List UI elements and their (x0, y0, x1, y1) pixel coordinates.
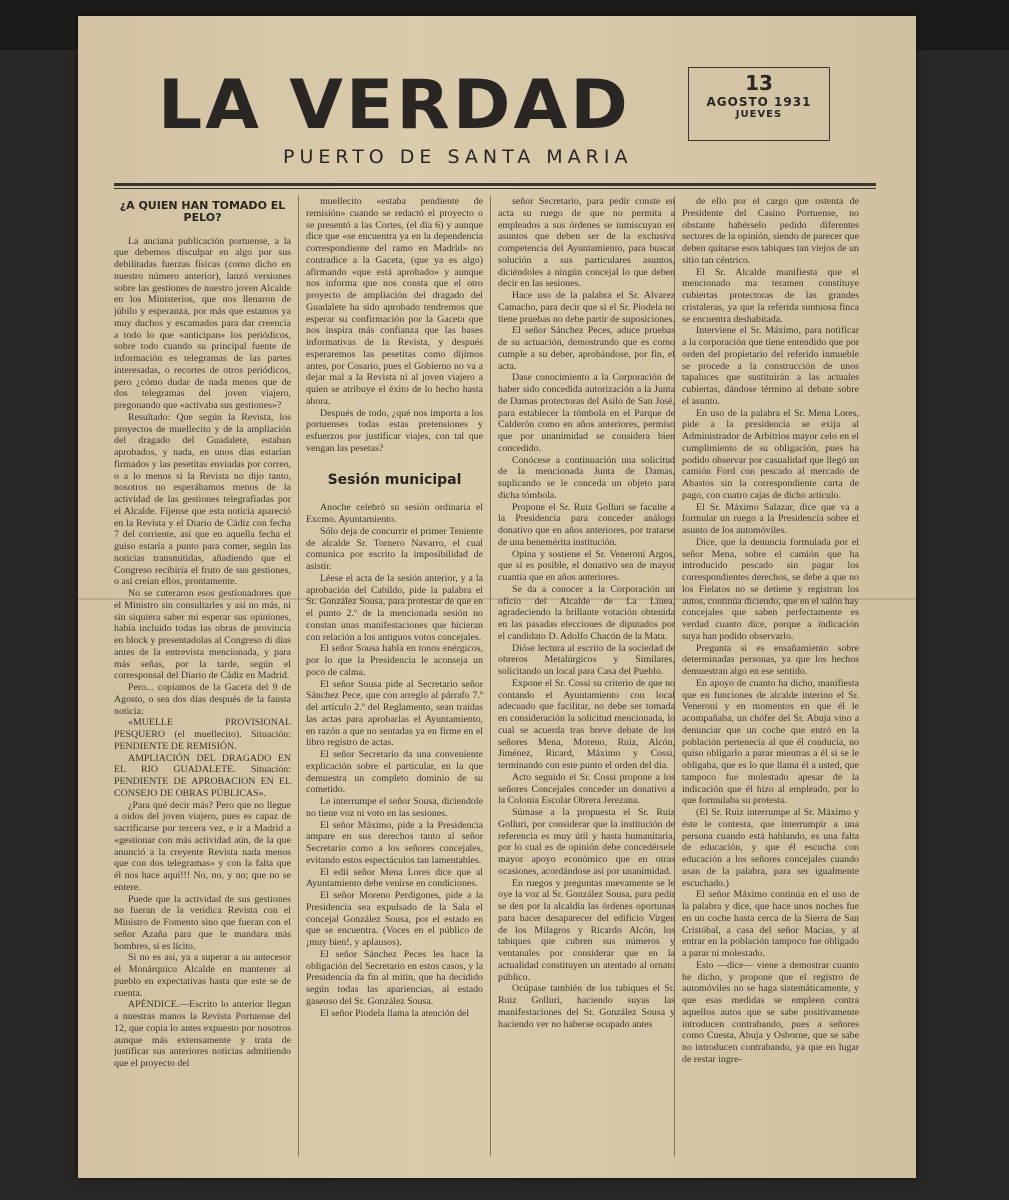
column-2-body-top (306, 196, 483, 455)
paragraph: Dice, que la denuncia formulada por el señor Mena, sobre el camión que ha introducido pescado sin pagar los correspondientes derechos, se debe a que no los Fielatos no se detiene y registran los autos, continúa diciendo, que en el salón hay concejales que saben perfectamente es verdad cuanto dice, porque a indicación suya han podido observarlo. (682, 536, 859, 642)
paragraph: En uso de la palabra el Sr. Mena Lores, pide a la presidencia se exija al Administrador de Arbitrios mayor celo en el cumplimiento de su obligación, pues ha podido observar por casualidad que llegó un camión Ford con pescado al mercado de Abastos sin la correspondiente carta de pago, con cuatro cajas de dicho artículo. (682, 407, 859, 501)
column-2 (306, 196, 483, 1156)
paragraph: En apoyo de cuanto ha dicho, manifiesta que en funciones de alcalde interino el Sr. Veneroni y en momentos en que él le acompañaba, un chófer del Sr. Abuja vino a denunciar que un coche que entró en la población pertenecía al que él conducía, no quiso obligarlo a parar mientras a él si se le obligaba, que es lo que llama él a usted, que tampoco fue molestado apesar de la indicación que él hizo al empleado, por lo que formulaba su protesta. (682, 677, 859, 807)
paragraph: La anciana publicación portuense, a la que debemos disculpar en algo por sus debilitadas fuerzas físicas (como dicho en nuestro número anterior), lanzó versiones sobre las gestiones de nuestro joven Alcalde en los Ministerios, que nos llenaron de júbilo y esperanza, por más que estamos ya muy duchos y escamados para dar creencia a todo lo que «anticipan» los periódicos, sobre todo cuando su principal fuente de información es telegramas de las partes interesadas, o recortes de otros periódicos, pero ¿cómo dudar de nada menos que de dos telegramas del joven viajero, pregonando que «activaba sus gestiones»? (114, 235, 291, 411)
paragraph: Esto —dice— viene a demostrar cuanto he dicho, y propone que el registro de automóviles no se haga sistemáticamente, y que esas medidas se empleen contra aquellos autos que se sabe positivamente introducen contrabando, pues a señores como Cuesta, Abuja y Osborne, que se sabe no introducen contrabando, ya que en lugar de restar ingre- (682, 959, 859, 1065)
paragraph: Sólo deja de concurrir el primer Teniente de alcalde Sr. Tornero Navarro, el cual comunica por escrito la imposibilidad de asistir. (306, 525, 483, 572)
header-rule-thin (114, 188, 876, 189)
column-3 (498, 196, 675, 1156)
paragraph: Se da a conocer a la Corporación un oficio del Alcalde de La Línea, agradeciendo la brillante votación obtenida en las pasadas elecciones de diputados por el candidato D. Adolfo Chacón de la Mata. (498, 583, 675, 642)
paragraph: Dióse lectura al escrito de la sociedad de obreros Metalúrgicos y Similares, solicitando un local para Casa del Pueblo. (498, 642, 675, 677)
paragraph: (El Sr. Ruiz interrumpe al Sr. Máximo y éste le contesta, que interrumpir a una persona cuando está hablando, es una falta de educación, y que él escucha con educación a los señores concejales cuando usan de la palabra, para ser igualmente escuchado.) (682, 807, 859, 889)
masthead-subtitle: PUERTO DE SANTA MARIA (283, 146, 633, 168)
paragraph: Le interrumpe el señor Sousa, diciendole no tiene voz ni voto en las sesiones. (306, 796, 483, 819)
column-4-body (682, 196, 859, 1066)
paragraph: de ello por el cargo que ostenta de Presidente del Casino Portuense, no obstante habérselo pedido diferentes sectores de la opinión, siendo de parecer que deben quitarse esos tabiques tan viejos de un sitio tan céntrico. (682, 196, 859, 266)
paragraph: Puede que la actividad de sus gestiones no fueran de la verídica Revista con el Ministro de Fomento sino que fueran con el señor Azaña para que le mandara más hombres, si es lícito. (114, 893, 291, 952)
date-weekday: JUEVES (735, 109, 783, 120)
paragraph: El señor Moreno Perdigones, pide a la Presidencia sea expulsado de la Sala el concejal González Sousa, por el estado en que se encuentra. (Voces en el público de ¡muy bien!, y aplausos). (306, 890, 483, 948)
paragraph: Si no es así, ya a superar a su antecesor el Monárquico Alcalde en mantener al pueblo en expectativas hasta que este se de cuenta. (114, 952, 291, 999)
paragraph: El señor Máximo continúa en el uso de la palabra y dice, que hace unos noches fue en un coche hasta cerca de la Sierra de San Cristóbal, a casa del señor Macías, y al entrar en la población tampoco fue obligado a parar ni molestado. (682, 889, 859, 959)
column-2-body-bottom (306, 502, 483, 1019)
paragraph: El señor Secretario da una conveniente explicación sobre el particular, en la que demuestra un completo dominio de su cometido. (306, 749, 483, 796)
column-3-body (498, 196, 675, 1030)
column-4 (682, 196, 859, 1156)
date-box (688, 67, 830, 141)
paragraph: Anoche celebró su sesión ordinaria el Excmo. Ayuntamiento. (306, 502, 483, 525)
column-divider (490, 196, 491, 1156)
paragraph: Expone el Sr. Cossi su criterio de que no contando el Ayuntamiento con local adecuado que facilitar, no debe ser tomada en consideración la solicitud mencionada, lo cual se acuerda tras breve debate de los señores Mena, Moreno, Ruiz, Alcón, Jiménez, Ricard, Máximo y Cossi, terminando con este punto el orden del día. (498, 677, 675, 771)
column-1 (114, 196, 291, 1156)
paragraph: Ocúpase también de los tabiques el Sr. Ruiz Golluri, haciendo suyas las manifestaciones del Sr. González Sousa y haciendo ver no haberse ocupado antes (498, 983, 675, 1030)
date-month-year: AGOSTO 1931 (706, 95, 812, 109)
paragraph: Propone el Sr. Ruiz Golluri se faculte a la Presidencia para conceder análogo donativo que en años anteriores, por tratarse de una benemérita institución. (498, 501, 675, 548)
paragraph: Opina y sostiene el Sr. Veneroni Argos, que si es posible, el donativo sea de mayor cuantía que en años anteriores. (498, 548, 675, 583)
paragraph: «MUELLE PROVISIONAL PESQUERO (el muellecito). Situación: PENDIENTE DE REMISIÓN. (114, 717, 291, 752)
column-divider (298, 196, 299, 1156)
newspaper-page (78, 16, 916, 1178)
paragraph: APÉNDICE.—Escrito lo anterior llegan a nuestras manos la Revista Portuense del 12, que copia lo antes expuesto por nosotros aunque más extensamente y trata de justificar sus anteriores noticias admitiendo que el proyecto del (114, 999, 291, 1069)
paragraph: señor Secretario, para pedir conste en acta su ruego de que no permita a empleados a sus órdenes se inmiscuyan en asuntos que deben ser de la exclusiva competencia del Ayuntamiento, para buscar solución a sus particulares asuntos, diciéndoles a ningún concejal lo que deben decir en las sesiones. (498, 196, 675, 290)
column-1-body (114, 236, 291, 1070)
paragraph: muellecito «estaba pendiente de remisión» cuando se redactó el proyecto o se presentó a las Cortes, (el día 6) y aunque dice que «se encuentra ya en la dependencia correspondiente del ramo en Madrid» no contradice a la Gaceta, (que ya es algo) afirmando «que está aprobado» y aunque nos informa que nos consta que el otro proyecto de ampliación del dragado del Guadalete ha sido aprobado tendremos que esperar su confirmación por la Gaceta que nos inspira más confianza que las bases informativas de la Revista, y después esperaremos las pesetitas como dijimos antes, por Cosario, pues el Gobierno no va a dejar mal a la Revista ni al joven viajero a quien se atribuye el éxito de lo hecho hasta ahora. (306, 196, 483, 407)
paragraph: El Sr. Alcalde manifiesta que el mencionado ma teramen constituye cubiertas protectoras de las grandes cristaleras, ya que la referida suntuosa finca se encuentra deshabitada. (682, 266, 859, 325)
paragraph: En ruegos y preguntas nuevamente se le oye la voz al Sr. González Sousa, para pedir se den por la alcaldía las órdenes oportunas para hacer desaparecer del edificio Virgen de los Milagros y Ricardo Alcón, los tabiques que cubren sus números y ventanales por considerar que en la actualidad constituyen un atentado al ornato público. (498, 877, 675, 983)
paragraph: El Sr. Máximo Salazar, dice que va a formular un ruego a la Presidencia sobre el asunto de los automóviles. (682, 501, 859, 536)
header-rule-thick (114, 183, 876, 186)
paragraph: El señor Sousa pide al Secretario señor Sánchez Pece, que con arreglo al párrafo 7.º del artículo 2.º del Reglamento, sean traídas las actas para aprobarlas el Ayuntamiento, en razón a que no sentadas ya en firme en el libro registro de actas. (306, 678, 483, 749)
paragraph: Pregunta si es ensañamiento sobre determinadas personas, ya que los hechos demuestran algo en ese sentido. (682, 642, 859, 677)
paragraph: Después de todo, ¿qué nos importa a los portuenses todas estas pretensiones y esfuerzos por justificar viajes, con tal que vengan las pesetas? (306, 407, 483, 454)
paragraph: Hace uso de la palabra el Sr. Alvarez Camacho, para decir que si el Sr. Piodela no tiene pruebas no debe partir de suposiciones. (498, 290, 675, 325)
paragraph: Súmase a la propuesta el Sr. Ruiz Golluri, por considerar que la institución de referencia es muy útil y hasta humanitaria, por lo cual es de opinión debe concedérsele mayor apoyo económico que en otras ocasiones, acordándose así por unanimidad. (498, 807, 675, 877)
paragraph: Dase conocimiento a la Corporación de haber sido concedida autorización a la Junta de Damas protectoras del Asilo de San José, para establecer la tómbola en el Parque de Calderón como en años anteriores, permiso que por unanimidad se considera bien concedido. (498, 372, 675, 454)
section-heading: Sesión municipal (327, 471, 462, 488)
paragraph: El señor Máximo, pide a la Presidencia ampare en sus derechos tanto al señor Secretario como a los señores concejales, evitando estos espectáculos tan lamentables. (306, 819, 483, 866)
paragraph: Conócese a continuación una solicitud de la mencionada Junta de Damas, suplicando se le conceda un objeto para dicha tómbola. (498, 454, 675, 501)
masthead-title: LA VERDAD (158, 66, 631, 145)
paragraph: El señor Sousa habla en tonos enérgicos, por lo que la Presidencia le aconseja un poco de calma. (306, 643, 483, 678)
paragraph: No se cuteraron esos gestionadores que el Ministro sin consultarles y así no más, ni sin siquiera saber mi esperar sus opiniones, había incluido todas las obras de provincia en block y presentadolas al Congreso di días antes de la entrevista mencionada, y para más señas, por la tarde, según el corresponsal del Diario de Cádiz en Madrid. (114, 588, 291, 682)
paragraph: El señor Sánchez Peces les hace la obligación del Secretario en estos casos, y la Presidencia da fin al mitin, que ha decidido según todas las apariencias, al estado gaseoso del Sr. González Sousa. (306, 948, 483, 1007)
paragraph: AMPLIACIÓN DEL DRAGADO EN EL RIO GUADALETE. Situación: PENDIENTE DE APROBACION EN EL CONSEJO DE OBRAS PÚBLICAS». (114, 752, 291, 799)
paragraph: Léese el acta de la sesión anterior, y a la aprobación del Cabildo, pide la palabra el Sr. González Sousa, para protestar de que en el punto 2.º de la mencionada sesión no constan unas manifestaciones que hicieran con relación a los antiguos votos concejales. (306, 572, 483, 643)
date-day: 13 (745, 71, 773, 95)
paragraph: Acto seguido el Sr. Cossi propone a los señores Concejales conceder un donativo a la Colonia Escolar Obrera Jerezana. (498, 771, 675, 807)
paragraph: Resultado: Que según la Revista, los proyectos de muellecito y de la ampliación del dragado del Guadalete, estaban aprobados, y nada, en unos días estarían firmados y las pesetitas enviadas por correo, o a lo menos si la Revista no dijo tanto, nosotros no esperábamos menos de la actividad de las gestiones telegrafiadas por el Alcalde. Fíjense que esta noticia apareció en la Revista y el Diario de Cádiz con fecha 7 del corriente, así que en aquella fecha el guiso estaría a punto para comer, según las noticias transmitidas, añadiendo que el Congreso recibiría el fruto de sus gestiones, o así creían ellos, prontamente. (114, 411, 291, 588)
paragraph: ¿Para qué decir más? Pero que no llegue a oídos del joven viajero, pues es capaz de sacrificarse por tercera vez, e ir a Madrid a «gestionar con más actividad aún, de la que anunció a la creyente Revista nada menos que con dos telegramas» y con la falta que él nos hace aquí!!! No, no, y no; que no se entere. (114, 799, 291, 893)
article-heading: ¿A QUIEN HAN TOMADO EL PELO? (119, 199, 286, 224)
paragraph: El señor Sánchez Peces, aduce pruebas de su actuación, demostrando que es como cumple a su deber, aprobándose, por fin, el acta. (498, 325, 675, 372)
paragraph: El señor Piodela llama la atención del (320, 1007, 470, 1019)
paragraph: Pero... copiamos de la Gaceta del 9 de Agosto, o sea dos días después de la fausta noticia: (114, 682, 291, 717)
paragraph: Interviene el Sr. Máximo, para notificar a la corporación que tiene entendido que por orden del propietario del referido inmueble se procede a la construcción de unos tapaluces que sustituirán a las actuales cubiertas, dándose término al debate sobre el asunto. (682, 325, 859, 407)
paragraph: El edil señor Mena Lores dice que al Ayuntamiento debe venirse en condiciones. (306, 866, 483, 890)
